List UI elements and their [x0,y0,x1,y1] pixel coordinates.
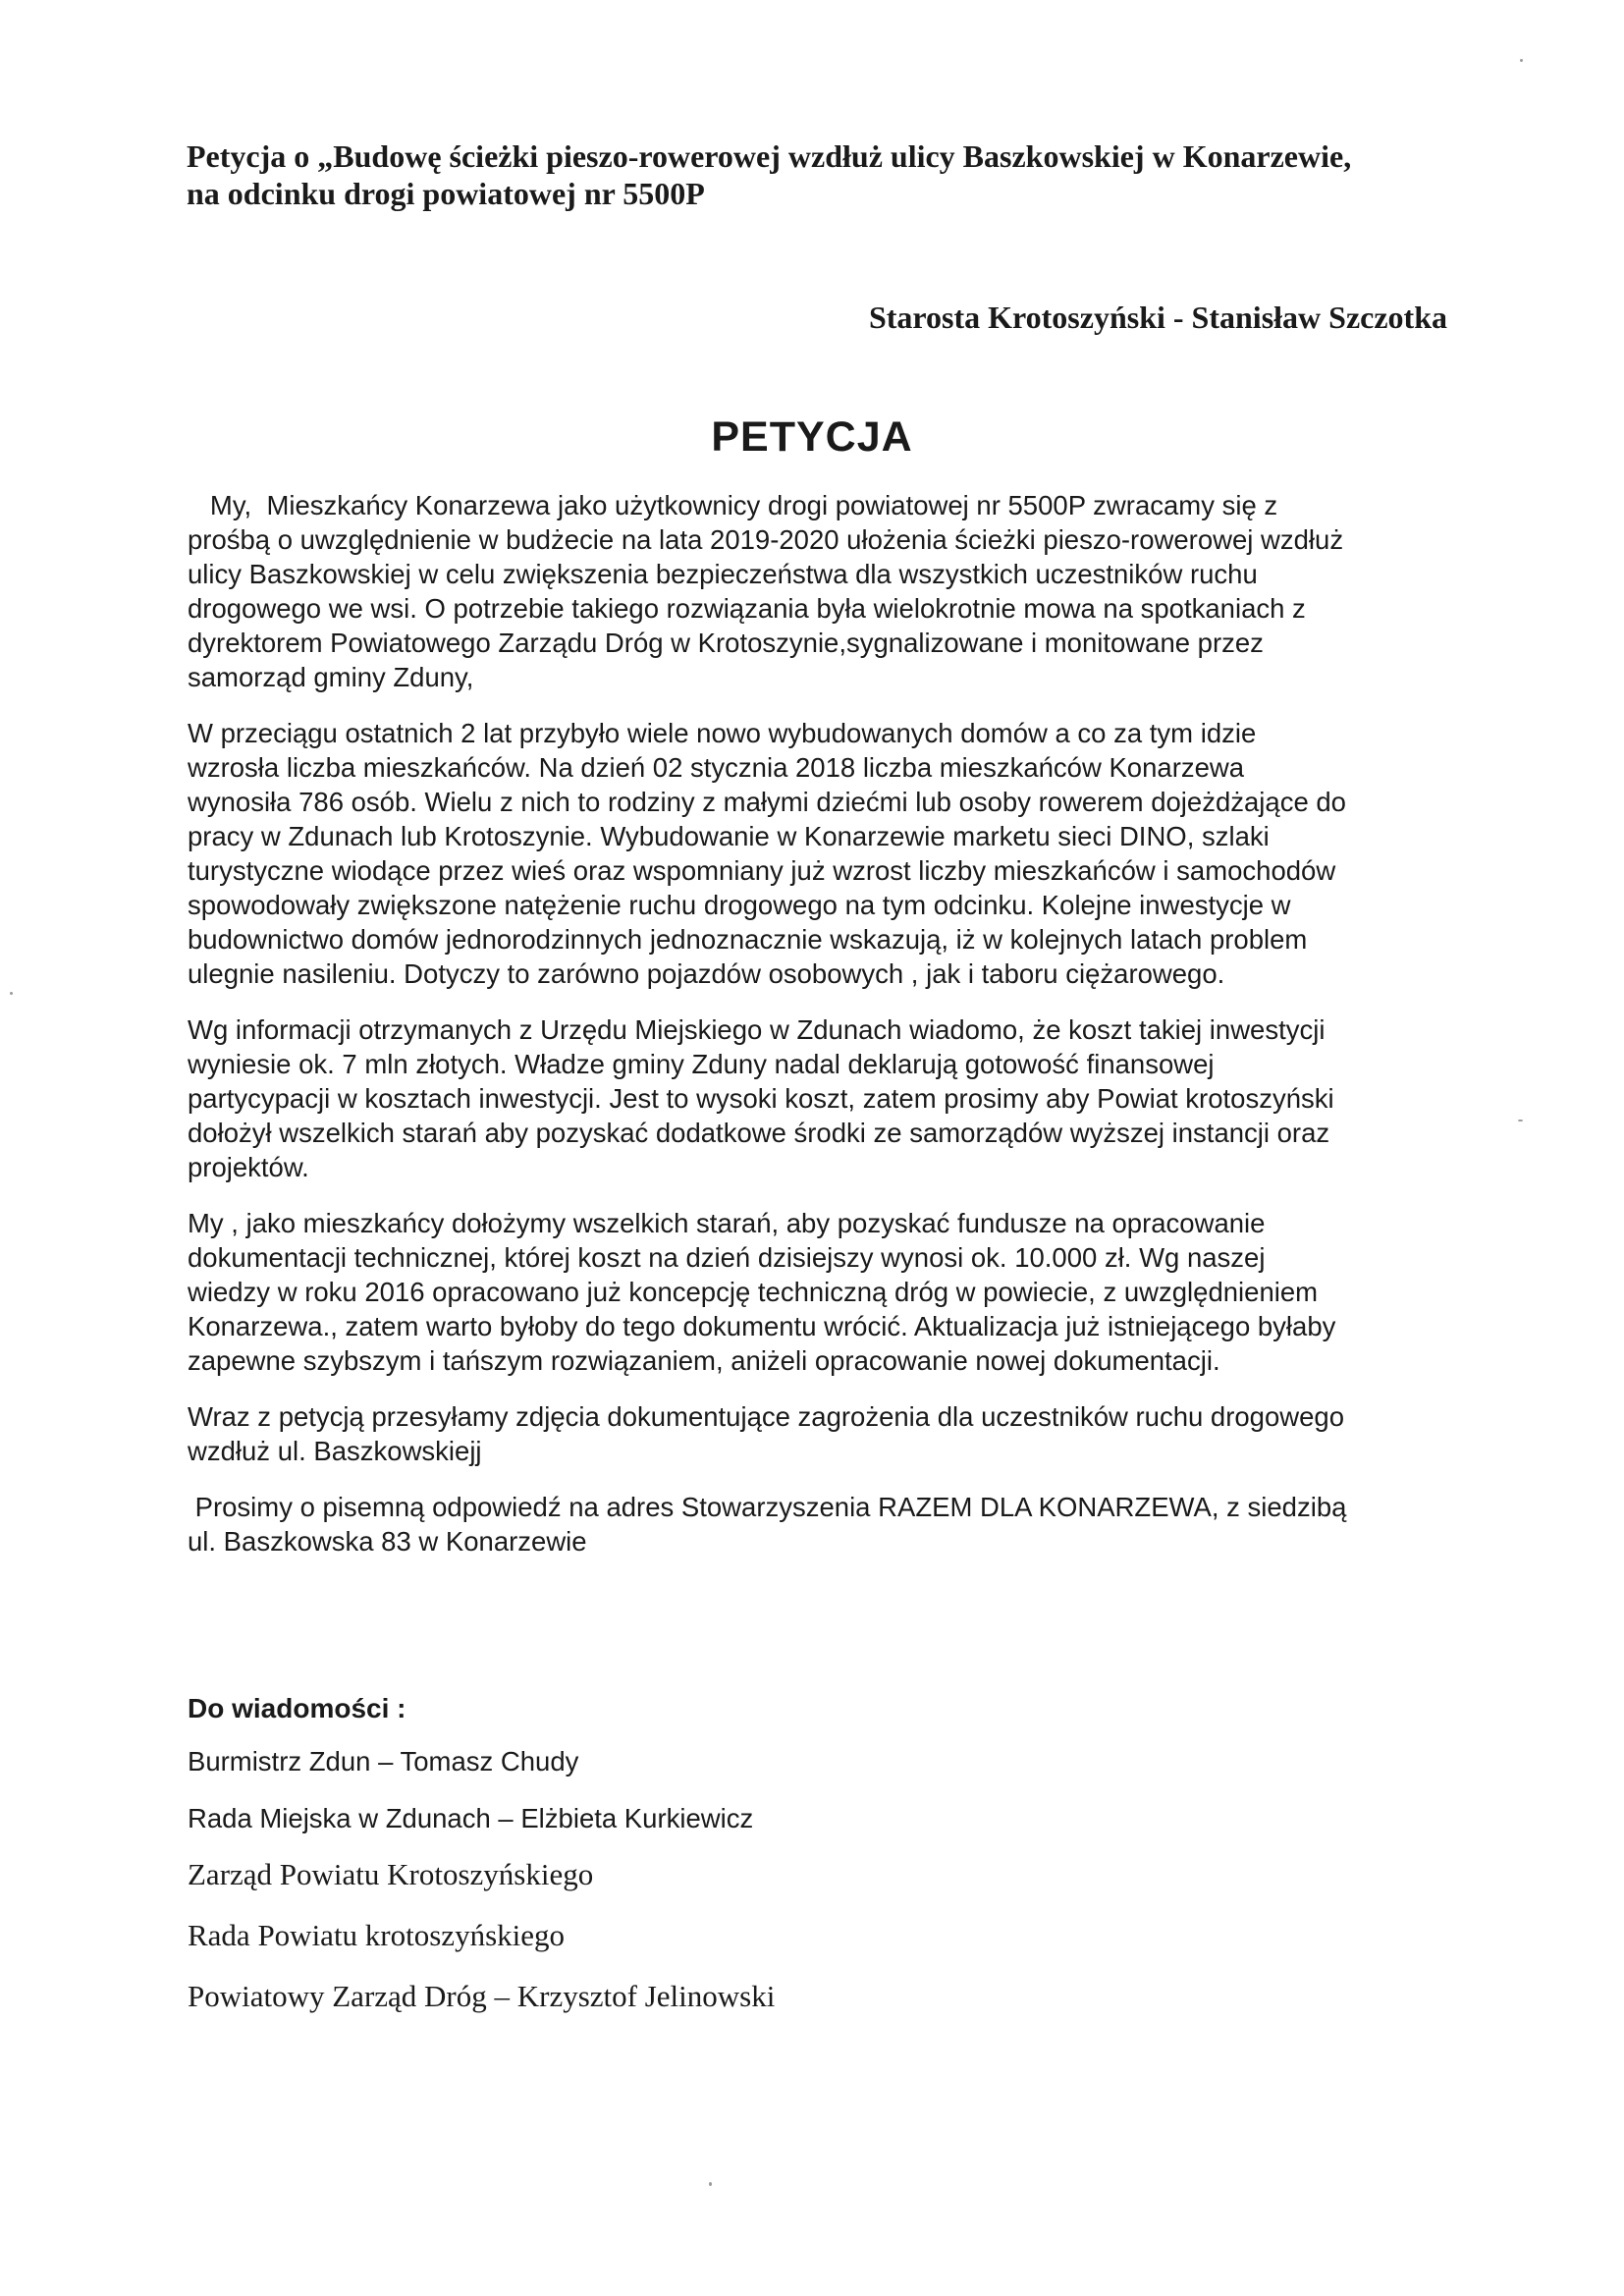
text-line: Prosimy o pisemną odpowiedź na adres Stowarzyszenia RAZEM DLA KONARZEWA, z siedzibą [188,1492,1347,1522]
text-line: turystyczne wiodące przez wieś oraz wspomniany już wzrost liczby mieszkańców i samochodów [188,855,1336,886]
text-line: wiedzy w roku 2016 opracowano już koncepcję techniczną dróg w powiecie, z uwzględnieniem [188,1277,1319,1307]
scan-speck [1520,59,1523,62]
cc-recipient: Zarząd Powiatu Krotoszyńskiego [188,1857,594,1891]
scan-speck [709,2182,712,2186]
text-line: spowodowały zwiększone natężenie ruchu drogowego na tym odcinku. Kolejne inwestycje w [188,890,1291,920]
scan-speck [10,992,13,995]
text-line: dołożył wszelkich starań aby pozyskać dodatkowe środki ze samorządów wyższej instancji oraz [188,1118,1330,1148]
text-line: zapewne szybszym i tańszym rozwiązaniem, aniżeli opracowanie nowej dokumentacji. [188,1345,1220,1376]
text-line: projektów. [188,1152,309,1182]
paragraph [188,1490,1464,1558]
text-line: wyniesie ok. 7 mln złotych. Władze gminy Zduny nadal deklarują gotowość finansowej [188,1049,1215,1079]
text-line: partycypacji w kosztach inwestycji. Jest to wysoki koszt, zatem prosimy aby Powiat krotoszyński [188,1083,1334,1114]
text-line: ul. Baszkowska 83 w Konarzewie [188,1526,587,1557]
paragraph [188,1206,1464,1378]
cc-recipient: Powiatowy Zarząd Dróg – Krzysztof Jelinowski [188,1979,776,2013]
paragraph [188,488,1464,694]
paragraph [188,716,1464,991]
text-line: pracy w Zdunach lub Krotoszynie. Wybudowanie w Konarzewie marketu sieci DINO, szlaki [188,821,1270,851]
text-line: wzrosła liczba mieszkańców. Na dzień 02 stycznia 2018 liczba mieszkańców Konarzewa [188,752,1245,783]
text-line: My, Mieszkańcy Konarzewa jako użytkownicy drogi powiatowej nr 5500P zwracamy się z [188,490,1278,520]
text-line: Wg informacji otrzymanych z Urzędu Miejskiego w Zdunach wiadomo, że koszt takiej inwestycji [188,1014,1326,1045]
text-line: drogowego we wsi. O potrzebie takiego rozwiązania była wielokrotnie mowa na spotkaniach z [188,593,1306,624]
scan-speck [1518,1120,1523,1121]
text-line: Konarzewa., zatem warto byłoby do tego dokumentu wrócić. Aktualizacja już istniejącego byłaby [188,1311,1336,1341]
addressee: Starosta Krotoszyński - Stanisław Szczotka [868,300,1447,335]
text-line: wzdłuż ul. Baszkowskiejj [188,1436,482,1466]
cc-recipient: Rada Powiatu krotoszyńskiego [188,1918,566,1952]
text-line: dyrektorem Powiatowego Zarządu Dróg w Krotoszynie,sygnalizowane i monitowane przez [188,628,1264,658]
petition-body [188,488,1464,1580]
text-line: W przeciągu ostatnich 2 lat przybyło wiele nowo wybudowanych domów a co za tym idzie [188,718,1257,748]
text-line: samorząd gminy Zduny, [188,662,474,692]
text-line: Wraz z petycją przesyłamy zdjęcia dokumentujące zagrożenia dla uczestników ruchu drogowego [188,1401,1345,1432]
text-line: dokumentacji technicznej, której koszt na dzień dzisiejszy wynosi ok. 10.000 zł. Wg naszej [188,1242,1266,1273]
petition-heading: PETYCJA [711,413,913,461]
paragraph [188,1399,1464,1468]
cc-recipient: Burmistrz Zdun – Tomasz Chudy [188,1746,579,1777]
text-line: prośbą o uwzględnienie w budżecie na lata 2019-2020 ułożenia ścieżki pieszo-rowerowej wzdłuż [188,524,1344,555]
title-line: na odcinku drogi powiatowej nr 5500P [187,176,705,211]
text-line: wynosiła 786 osób. Wielu z nich to rodziny z małymi dziećmi lub osoby rowerem dojeżdżające do [188,787,1346,817]
title-line: Petycja o „Budowę ścieżki pieszo-rowerowej wzdłuż ulicy Baszkowskiej w Konarzewie, [187,138,1352,174]
document-title [187,137,1492,212]
text-line: My , jako mieszkańcy dołożymy wszelkich starań, aby pozyskać fundusze na opracowanie [188,1208,1266,1238]
cc-recipient: Rada Miejska w Zdunach – Elżbieta Kurkiewicz [188,1803,754,1833]
text-line: budownictwo domów jednorodzinnych jednoznacznie wskazują, iż w kolejnych latach problem [188,924,1308,955]
text-line: ulicy Baszkowskiej w celu zwiększenia bezpieczeństwa dla wszystkich uczestników ruchu [188,559,1258,589]
text-line: ulegnie nasileniu. Dotyczy to zarówno pojazdów osobowych , jak i taboru ciężarowego. [188,958,1225,989]
cc-heading: Do wiadomości : [188,1693,406,1723]
paragraph [188,1012,1464,1184]
